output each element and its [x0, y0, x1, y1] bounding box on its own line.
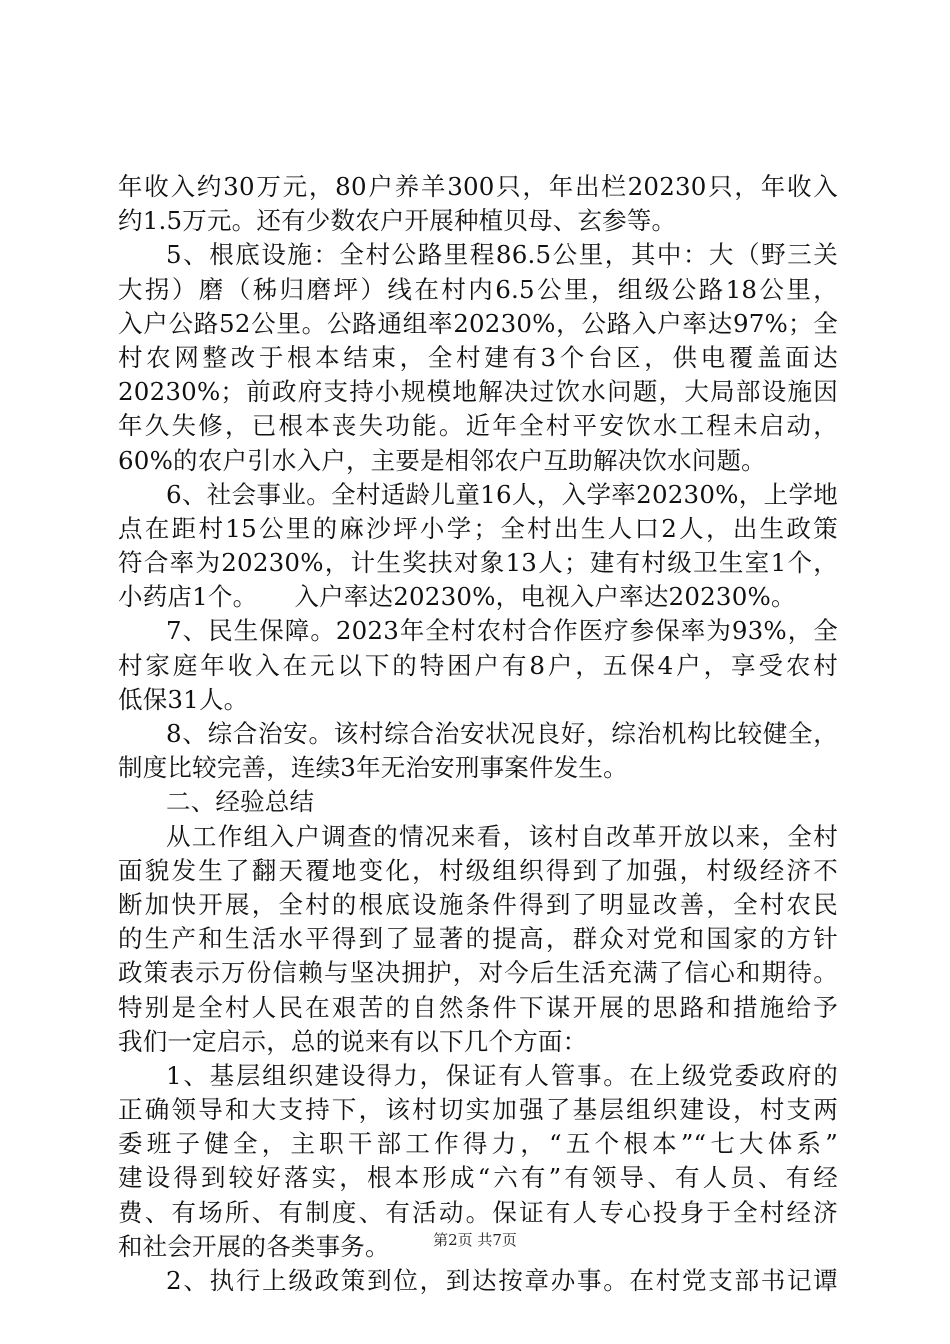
text-line: 断加快开展，全村的根底设施条件得到了明显改善，全村农民	[118, 889, 838, 919]
text-line: 约1.5万元。还有少数农户开展种植贝母、玄参等。	[118, 206, 677, 236]
text-line: 我们一定启示，总的说来有以下几个方面：	[118, 1026, 588, 1056]
text-line: 制度比较完善，连续3年无治安刑事案件发生。	[118, 753, 628, 783]
paragraph-survey	[118, 820, 838, 1059]
text-line: 从工作组入户调查的情况来看，该村自改革开放以来，全村	[166, 821, 838, 851]
page-footer: 第2页 共7页	[433, 1231, 517, 1249]
document-body	[118, 170, 838, 1298]
text-line: 5、根底设施：全村公路里程86.5公里，其中：大（野三关	[166, 240, 838, 270]
paragraph-income	[118, 170, 838, 238]
text-line: 年收入约30万元，80户养羊300只，年出栏20230只，年收入	[118, 172, 838, 201]
paragraph-policy	[118, 1264, 838, 1298]
text-line: 村农网整改于根本结束，全村建有3个台区，供电覆盖面达	[118, 342, 838, 372]
text-line: 村家庭年收入在元以下的特困户有8户，五保4户，享受农村	[118, 650, 838, 680]
text-line: 6、社会事业。全村适龄儿童16人，入学率20230%，上学地	[166, 479, 838, 509]
text-line: 低保31人。	[118, 684, 249, 714]
text-line: 费、有场所、有制度、有活动。保证有人专心投身于全村经济	[118, 1197, 838, 1227]
text-line: 大拐）磨（秭归磨坪）线在村内6.5公里，组级公路18公里，	[118, 274, 838, 304]
text-line: 二、经验总结	[166, 787, 315, 817]
text-line: 8、综合治安。该村综合治安状况良好，综治机构比较健全，	[166, 719, 838, 748]
paragraph-infrastructure	[118, 238, 838, 477]
text-line: 和社会开展的各类事务。	[118, 1231, 390, 1261]
text-line: 政策表示万份信赖与坚决拥护，对今后生活充满了信心和期待。	[118, 958, 838, 988]
text-line: 正确领导和大支持下，该村切实加强了基层组织建设，村支两	[118, 1095, 838, 1125]
text-line: 建设得到较好落实，根本形成“六有”有领导、有人员、有经	[118, 1163, 838, 1193]
text-line: 2、执行上级政策到位，到达按章办事。在村党支部书记谭	[166, 1266, 838, 1295]
text-line: 小药店1个。 入户率达20230%，电视入户率达20230%。	[118, 582, 796, 612]
text-line: 符合率为20230%，计生奖扶对象13人；建有村级卫生室1个，	[118, 548, 838, 578]
text-line: 特别是全村人民在艰苦的自然条件下谋开展的思路和措施给予	[118, 992, 838, 1022]
section-heading-experience	[118, 785, 838, 819]
text-line: 1、基层组织建设得力，保证有人管事。在上级党委政府的	[166, 1060, 838, 1090]
text-line: 面貌发生了翻天覆地变化，村级组织得到了加强，村级经济不	[118, 855, 838, 885]
text-line: 的生产和生活水平得到了显著的提高，群众对党和国家的方针	[118, 924, 838, 954]
text-line: 60%的农户引水入户，主要是相邻农户互助解决饮水问题。	[118, 445, 766, 475]
text-line: 入户公路52公里。公路通组率20230%，公路入户率达97%；全	[118, 308, 838, 338]
text-line: 年久失修，已根本丧失功能。近年全村平安饮水工程未启动，	[118, 411, 838, 441]
text-line: 7、民生保障。2023年全村农村合作医疗参保率为93%，全	[166, 616, 838, 646]
text-line: 点在距村15公里的麻沙坪小学；全村出生人口2人，出生政策	[118, 513, 838, 543]
text-line: 委班子健全，主职干部工作得力，“五个根本”“七大体系”	[118, 1129, 838, 1159]
paragraph-livelihood	[118, 614, 838, 717]
paragraph-social-affairs	[118, 478, 838, 615]
text-line: 20230%；前政府支持小规模地解决过饮水问题，大局部设施因	[118, 377, 838, 407]
paragraph-security	[118, 717, 838, 785]
